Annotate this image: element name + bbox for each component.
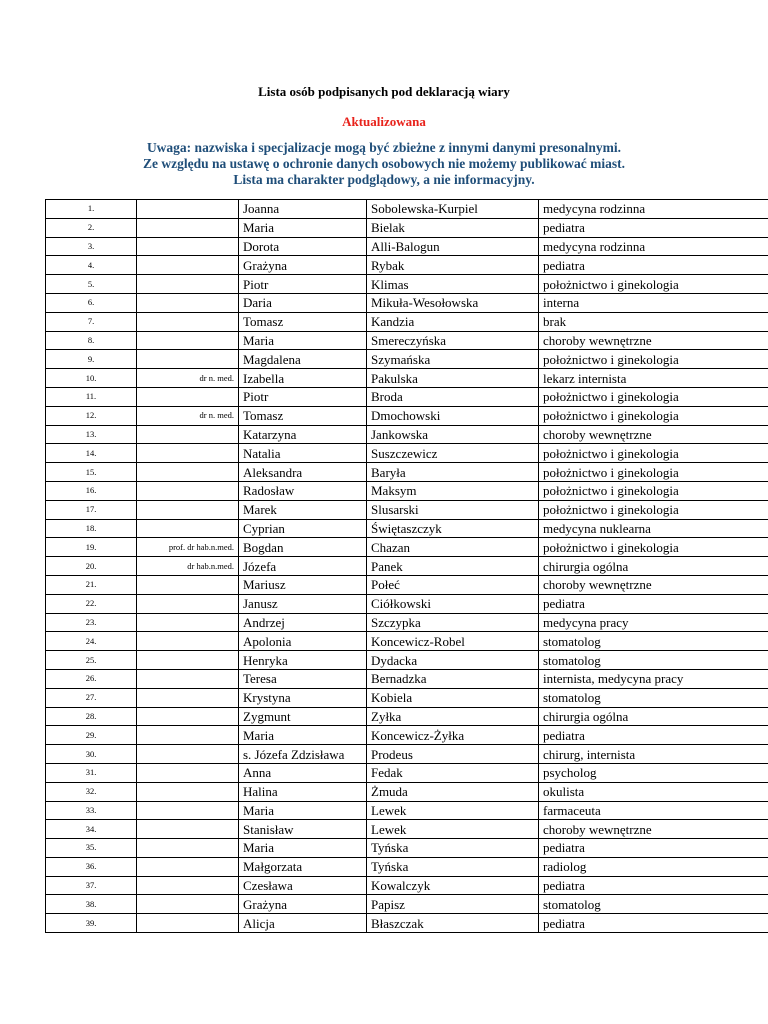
specialty-cell: medycyna rodzinna (539, 237, 768, 256)
first-name-cell: Teresa (239, 669, 367, 688)
first-name-cell: Izabella (239, 369, 367, 388)
table-row (46, 444, 768, 463)
table-row (46, 820, 768, 839)
last-name-cell: Lewek (367, 820, 539, 839)
academic-degree-cell: dr n. med. (137, 369, 239, 388)
last-name-cell: Prodeus (367, 745, 539, 764)
first-name-cell: Tomasz (239, 312, 367, 331)
specialty-cell: chirurgia ogólna (539, 557, 768, 576)
academic-degree-cell (137, 500, 239, 519)
last-name-cell: Koncewicz-Robel (367, 632, 539, 651)
specialty-cell: pediatra (539, 914, 768, 933)
first-name-cell: Henryka (239, 651, 367, 670)
first-name-cell: Natalia (239, 444, 367, 463)
row-number-cell: 19. (46, 538, 137, 557)
row-number-cell: 17. (46, 500, 137, 519)
first-name-cell: Małgorzata (239, 857, 367, 876)
first-name-cell: Anna (239, 763, 367, 782)
table-row (46, 369, 768, 388)
first-name-cell: Grażyna (239, 895, 367, 914)
specialty-cell: medycyna nuklearna (539, 519, 768, 538)
row-number-cell: 24. (46, 632, 137, 651)
row-number-cell: 15. (46, 463, 137, 482)
academic-degree-cell (137, 312, 239, 331)
academic-degree-cell (137, 463, 239, 482)
first-name-cell: Alicja (239, 914, 367, 933)
specialty-cell: stomatolog (539, 688, 768, 707)
academic-degree-cell: dr n. med. (137, 406, 239, 425)
last-name-cell: Połeć (367, 575, 539, 594)
last-name-cell: Rybak (367, 256, 539, 275)
specialty-cell: choroby wewnętrzne (539, 331, 768, 350)
table-row (46, 293, 768, 312)
table-row (46, 669, 768, 688)
row-number-cell: 33. (46, 801, 137, 820)
last-name-cell: Szczypka (367, 613, 539, 632)
table-row (46, 745, 768, 764)
last-name-cell: Tyńska (367, 857, 539, 876)
academic-degree-cell (137, 857, 239, 876)
table-row (46, 557, 768, 576)
first-name-cell: Krystyna (239, 688, 367, 707)
first-name-cell: Maria (239, 801, 367, 820)
notice-block (0, 140, 768, 188)
last-name-cell: Chazan (367, 538, 539, 557)
row-number-cell: 30. (46, 745, 137, 764)
last-name-cell: Dmochowski (367, 406, 539, 425)
academic-degree-cell (137, 481, 239, 500)
table-row (46, 895, 768, 914)
last-name-cell: Błaszczak (367, 914, 539, 933)
specialty-cell: pediatra (539, 594, 768, 613)
first-name-cell: Mariusz (239, 575, 367, 594)
specialty-cell: psycholog (539, 763, 768, 782)
row-number-cell: 14. (46, 444, 137, 463)
specialty-cell: pediatra (539, 726, 768, 745)
table-row (46, 406, 768, 425)
first-name-cell: Piotr (239, 387, 367, 406)
table-row (46, 387, 768, 406)
academic-degree-cell (137, 275, 239, 294)
row-number-cell: 34. (46, 820, 137, 839)
last-name-cell: Kobiela (367, 688, 539, 707)
academic-degree-cell (137, 763, 239, 782)
first-name-cell: Dorota (239, 237, 367, 256)
specialty-cell: stomatolog (539, 632, 768, 651)
last-name-cell: Broda (367, 387, 539, 406)
row-number-cell: 28. (46, 707, 137, 726)
row-number-cell: 31. (46, 763, 137, 782)
last-name-cell: Papisz (367, 895, 539, 914)
last-name-cell: Suszczewicz (367, 444, 539, 463)
last-name-cell: Koncewicz-Żyłka (367, 726, 539, 745)
table-row (46, 275, 768, 294)
specialty-cell: brak (539, 312, 768, 331)
row-number-cell: 23. (46, 613, 137, 632)
first-name-cell: Magdalena (239, 350, 367, 369)
first-name-cell: Bogdan (239, 538, 367, 557)
last-name-cell: Lewek (367, 801, 539, 820)
document-title: Lista osób podpisanych pod deklaracją wiary (258, 84, 510, 99)
table-row (46, 651, 768, 670)
specialty-cell: radiolog (539, 857, 768, 876)
academic-degree-cell (137, 801, 239, 820)
academic-degree-cell (137, 444, 239, 463)
table-row (46, 801, 768, 820)
specialty-cell: pediatra (539, 256, 768, 275)
academic-degree-cell (137, 519, 239, 538)
specialty-cell: choroby wewnętrzne (539, 575, 768, 594)
row-number-cell: 22. (46, 594, 137, 613)
first-name-cell: Katarzyna (239, 425, 367, 444)
last-name-cell: Panek (367, 557, 539, 576)
last-name-cell: Alli-Balogun (367, 237, 539, 256)
academic-degree-cell (137, 895, 239, 914)
row-number-cell: 6. (46, 293, 137, 312)
academic-degree-cell (137, 293, 239, 312)
table-row (46, 763, 768, 782)
row-number-cell: 25. (46, 651, 137, 670)
academic-degree-cell (137, 218, 239, 237)
specialty-cell: położnictwo i ginekologia (539, 444, 768, 463)
table-row (46, 914, 768, 933)
academic-degree-cell (137, 594, 239, 613)
specialty-cell: położnictwo i ginekologia (539, 350, 768, 369)
last-name-cell: Slusarski (367, 500, 539, 519)
last-name-cell: Kandzia (367, 312, 539, 331)
first-name-cell: Grażyna (239, 256, 367, 275)
row-number-cell: 12. (46, 406, 137, 425)
first-name-cell: Daria (239, 293, 367, 312)
specialty-cell: chirurg, internista (539, 745, 768, 764)
academic-degree-cell (137, 688, 239, 707)
table-row (46, 350, 768, 369)
academic-degree-cell (137, 237, 239, 256)
table-row (46, 575, 768, 594)
first-name-cell: Czesława (239, 876, 367, 895)
last-name-cell: Zyłka (367, 707, 539, 726)
last-name-cell: Tyńska (367, 839, 539, 858)
specialty-cell: położnictwo i ginekologia (539, 481, 768, 500)
row-number-cell: 16. (46, 481, 137, 500)
last-name-cell: Sobolewska-Kurpiel (367, 200, 539, 219)
specialty-cell: położnictwo i ginekologia (539, 275, 768, 294)
first-name-cell: Stanisław (239, 820, 367, 839)
last-name-cell: Świętaszczyk (367, 519, 539, 538)
table-row (46, 481, 768, 500)
first-name-cell: Andrzej (239, 613, 367, 632)
row-number-cell: 2. (46, 218, 137, 237)
row-number-cell: 27. (46, 688, 137, 707)
specialty-cell: choroby wewnętrzne (539, 820, 768, 839)
last-name-cell: Maksym (367, 481, 539, 500)
last-name-cell: Bielak (367, 218, 539, 237)
table-row (46, 594, 768, 613)
academic-degree-cell (137, 350, 239, 369)
last-name-cell: Klimas (367, 275, 539, 294)
last-name-cell: Bernadzka (367, 669, 539, 688)
table-row (46, 200, 768, 219)
row-number-cell: 29. (46, 726, 137, 745)
first-name-cell: Maria (239, 218, 367, 237)
table-row (46, 857, 768, 876)
notice-line: Lista ma charakter podglądowy, a nie informacyjny. (233, 172, 535, 187)
specialty-cell: stomatolog (539, 651, 768, 670)
academic-degree-cell (137, 707, 239, 726)
last-name-cell: Fedak (367, 763, 539, 782)
last-name-cell: Żmuda (367, 782, 539, 801)
academic-degree-cell (137, 613, 239, 632)
row-number-cell: 3. (46, 237, 137, 256)
row-number-cell: 26. (46, 669, 137, 688)
specialty-cell: położnictwo i ginekologia (539, 406, 768, 425)
row-number-cell: 18. (46, 519, 137, 538)
last-name-cell: Baryła (367, 463, 539, 482)
academic-degree-cell (137, 820, 239, 839)
first-name-cell: Marek (239, 500, 367, 519)
academic-degree-cell (137, 200, 239, 219)
signatories-table (45, 199, 768, 933)
document-subtitle: Aktualizowana (342, 114, 426, 129)
academic-degree-cell (137, 651, 239, 670)
row-number-cell: 32. (46, 782, 137, 801)
specialty-cell: medycyna rodzinna (539, 200, 768, 219)
first-name-cell: Maria (239, 331, 367, 350)
specialty-cell: medycyna pracy (539, 613, 768, 632)
first-name-cell: Janusz (239, 594, 367, 613)
row-number-cell: 36. (46, 857, 137, 876)
specialty-cell: internista, medycyna pracy (539, 669, 768, 688)
academic-degree-cell (137, 331, 239, 350)
specialty-cell: pediatra (539, 839, 768, 858)
academic-degree-cell (137, 726, 239, 745)
specialty-cell: położnictwo i ginekologia (539, 387, 768, 406)
first-name-cell: Maria (239, 839, 367, 858)
academic-degree-cell (137, 256, 239, 275)
signatories-table-body (46, 200, 768, 933)
specialty-cell: położnictwo i ginekologia (539, 463, 768, 482)
first-name-cell: Halina (239, 782, 367, 801)
last-name-cell: Smereczyńska (367, 331, 539, 350)
specialty-cell: chirurgia ogólna (539, 707, 768, 726)
table-row (46, 425, 768, 444)
academic-degree-cell (137, 745, 239, 764)
table-row (46, 519, 768, 538)
specialty-cell: interna (539, 293, 768, 312)
academic-degree-cell (137, 387, 239, 406)
row-number-cell: 9. (46, 350, 137, 369)
row-number-cell: 35. (46, 839, 137, 858)
academic-degree-cell (137, 575, 239, 594)
row-number-cell: 1. (46, 200, 137, 219)
table-row (46, 707, 768, 726)
academic-degree-cell (137, 839, 239, 858)
table-row (46, 331, 768, 350)
table-row (46, 463, 768, 482)
row-number-cell: 37. (46, 876, 137, 895)
first-name-cell: Tomasz (239, 406, 367, 425)
table-row (46, 839, 768, 858)
row-number-cell: 39. (46, 914, 137, 933)
first-name-cell: Cyprian (239, 519, 367, 538)
table-row (46, 688, 768, 707)
table-row (46, 876, 768, 895)
table-row (46, 237, 768, 256)
table-row (46, 218, 768, 237)
last-name-cell: Pakulska (367, 369, 539, 388)
row-number-cell: 11. (46, 387, 137, 406)
academic-degree-cell (137, 425, 239, 444)
row-number-cell: 4. (46, 256, 137, 275)
specialty-cell: lekarz internista (539, 369, 768, 388)
specialty-cell: farmaceuta (539, 801, 768, 820)
academic-degree-cell (137, 632, 239, 651)
first-name-cell: Józefa (239, 557, 367, 576)
first-name-cell: Apolonia (239, 632, 367, 651)
academic-degree-cell (137, 914, 239, 933)
academic-degree-cell: dr hab.n.med. (137, 557, 239, 576)
first-name-cell: Zygmunt (239, 707, 367, 726)
row-number-cell: 20. (46, 557, 137, 576)
specialty-cell: położnictwo i ginekologia (539, 538, 768, 557)
last-name-cell: Szymańska (367, 350, 539, 369)
last-name-cell: Mikuła-Wesołowska (367, 293, 539, 312)
first-name-cell: Piotr (239, 275, 367, 294)
specialty-cell: okulista (539, 782, 768, 801)
first-name-cell: Aleksandra (239, 463, 367, 482)
row-number-cell: 7. (46, 312, 137, 331)
academic-degree-cell (137, 876, 239, 895)
notice-line: Uwaga: nazwiska i specjalizacje mogą być zbieżne z innymi danymi presonalnymi. (146, 140, 622, 155)
specialty-cell: stomatolog (539, 895, 768, 914)
notice-line: Ze względu na ustawę o ochronie danych osobowych nie możemy publikować miast. (142, 156, 626, 171)
last-name-cell: Kowalczyk (367, 876, 539, 895)
table-row (46, 256, 768, 275)
last-name-cell: Dydacka (367, 651, 539, 670)
specialty-cell: choroby wewnętrzne (539, 425, 768, 444)
table-row (46, 726, 768, 745)
first-name-cell: Joanna (239, 200, 367, 219)
row-number-cell: 13. (46, 425, 137, 444)
row-number-cell: 10. (46, 369, 137, 388)
first-name-cell: Radosław (239, 481, 367, 500)
last-name-cell: Jankowska (367, 425, 539, 444)
academic-degree-cell (137, 669, 239, 688)
academic-degree-cell: prof. dr hab.n.med. (137, 538, 239, 557)
row-number-cell: 5. (46, 275, 137, 294)
table-row (46, 632, 768, 651)
last-name-cell: Ciółkowski (367, 594, 539, 613)
academic-degree-cell (137, 782, 239, 801)
table-row (46, 613, 768, 632)
specialty-cell: położnictwo i ginekologia (539, 500, 768, 519)
specialty-cell: pediatra (539, 876, 768, 895)
row-number-cell: 8. (46, 331, 137, 350)
table-row (46, 312, 768, 331)
specialty-cell: pediatra (539, 218, 768, 237)
row-number-cell: 38. (46, 895, 137, 914)
first-name-cell: s. Józefa Zdzisława (239, 745, 367, 764)
first-name-cell: Maria (239, 726, 367, 745)
table-row (46, 782, 768, 801)
row-number-cell: 21. (46, 575, 137, 594)
table-row (46, 500, 768, 519)
table-row (46, 538, 768, 557)
